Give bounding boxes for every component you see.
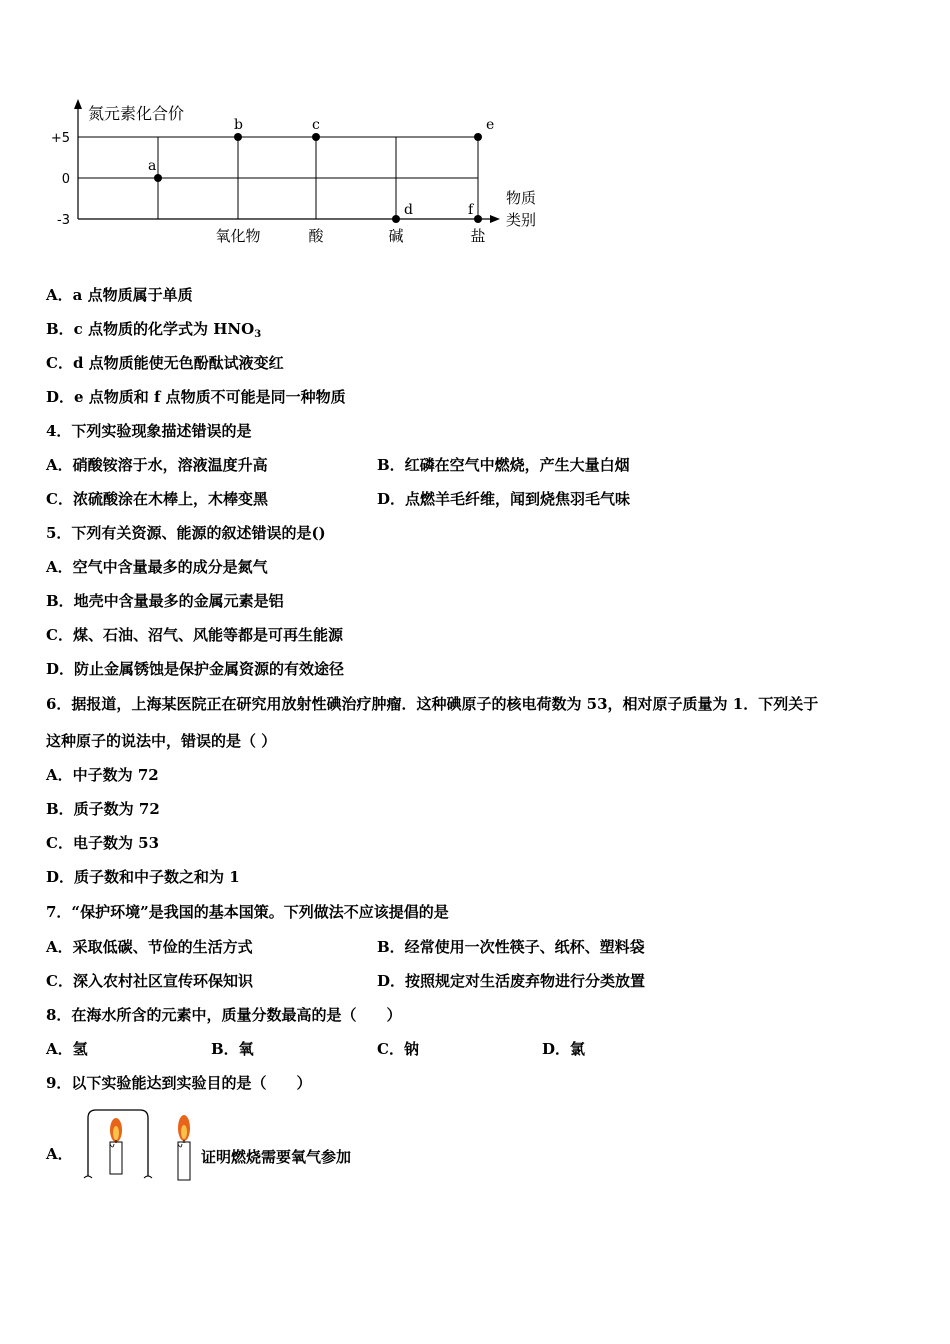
q5-option-b: B．地壳中含量最多的金属元素是铝 (46, 592, 284, 610)
x-tick-label: 酸 (308, 227, 324, 245)
data-label-e: e (486, 117, 495, 133)
x-tick-label: 氧化物 (215, 227, 261, 245)
q5-stem: 5．下列有关资源、能源的叙述错误的是() (46, 524, 326, 542)
q7-option-d: D．按照规定对生活废弃物进行分类放置 (377, 972, 646, 990)
q6-option-a: A．中子数为 72 (46, 766, 159, 784)
q4-option-d: D．点燃羊毛纤维，闻到烧焦羽毛气味 (377, 490, 631, 508)
q7-option-b: B．经常使用一次性筷子、纸杯、塑料袋 (377, 938, 645, 956)
y-axis-arrow (74, 99, 82, 109)
q7-option-a: A．采取低碳、节俭的生活方式 (46, 938, 253, 956)
data-point-c (312, 133, 320, 141)
y-tick-label: 0 (61, 172, 70, 187)
x-tick-label: 盐 (470, 227, 486, 245)
q4-option-b: B．红磷在空气中燃烧，产生大量白烟 (377, 456, 630, 474)
q6-stem-line1: 6．据报道，上海某医院正在研究用放射性碘治疗肿瘤．这种碘原子的核电荷数为 53，相对原子质量为 1．下列关于 (46, 695, 819, 713)
flame-2-inner (181, 1125, 187, 1139)
data-label-f: f (468, 202, 474, 218)
q9-option-a-caption: 证明燃烧需要氧气参加 (201, 1148, 352, 1166)
x-axis-label-1: 物质 (506, 189, 537, 207)
data-label-d: d (404, 202, 413, 218)
q5-option-c: C．煤、石油、沼气、风能等都是可再生能源 (46, 626, 343, 644)
q8-option-d: D．氯 (542, 1040, 586, 1058)
q3-option-a: A．a 点物质属于单质 (46, 286, 193, 304)
q3-option-d: D．e 点物质和 f 点物质不可能是同一种物质 (46, 388, 346, 406)
x-axis-label-2: 类别 (506, 211, 537, 229)
q8-option-c: C．钠 (377, 1040, 419, 1058)
q4-row-1 (46, 455, 268, 475)
q8-stem: 8．在海水所含的元素中，质量分数最高的是（ ） (46, 1006, 402, 1024)
q6-option-c: C．电子数为 53 (46, 834, 160, 852)
x-axis-arrow (490, 215, 500, 223)
data-point-d (392, 215, 400, 223)
data-label-c: c (312, 117, 320, 133)
q8-option-a: A．氢 (46, 1040, 88, 1058)
q6-option-d: D．质子数和中子数之和为 1 (46, 868, 240, 886)
data-point-b (234, 133, 242, 141)
q6-stem-line2: 这种原子的说法中，错误的是（ ） (46, 732, 277, 750)
q4-option-c: C．浓硫酸涂在木棒上，木棒变黑 (46, 490, 268, 508)
data-point-e (474, 133, 482, 141)
data-label-b: b (234, 117, 243, 133)
q3-option-b-sub: 3 (254, 329, 262, 340)
q7-stem: 7．“保护环境”是我国的基本国策。下列做法不应该提倡的是 (46, 903, 449, 921)
q3-option-b-text: B．c 点物质的化学式为 HNO (46, 320, 255, 338)
candle-2 (178, 1142, 190, 1180)
q6-option-b: B．质子数为 72 (46, 800, 160, 818)
y-tick-label: -3 (57, 213, 70, 228)
q8-option-b: B．氧 (211, 1040, 254, 1058)
q4-stem: 4．下列实验现象描述错误的是 (46, 422, 252, 440)
q7-option-c: C．深入农村社区宣传环保知识 (46, 972, 253, 990)
q9-option-a-label: A． (46, 1145, 73, 1163)
q3-option-c: C．d 点物质能使无色酚酞试液变红 (46, 354, 284, 372)
data-point-f (474, 215, 482, 223)
data-point-a (154, 174, 162, 182)
q9-stem: 9．以下实验能达到实验目的是（ ） (46, 1074, 312, 1092)
flame-1-inner (113, 1126, 119, 1140)
y-tick-label: +5 (50, 131, 70, 146)
q5-option-d: D．防止金属锈蚀是保护金属资源的有效途径 (46, 660, 345, 678)
q5-option-a: A．空气中含量最多的成分是氮气 (46, 558, 268, 576)
y-axis-label: 氮元素化合价 (88, 104, 185, 123)
data-label-a: a (148, 158, 157, 174)
q3-option-b (46, 319, 261, 345)
valence-chart (40, 95, 560, 265)
candle-experiment-illustration (80, 1108, 200, 1183)
q4-option-a: A．硝酸铵溶于水，溶液温度升高 (46, 456, 268, 474)
x-tick-label: 碱 (388, 227, 404, 245)
